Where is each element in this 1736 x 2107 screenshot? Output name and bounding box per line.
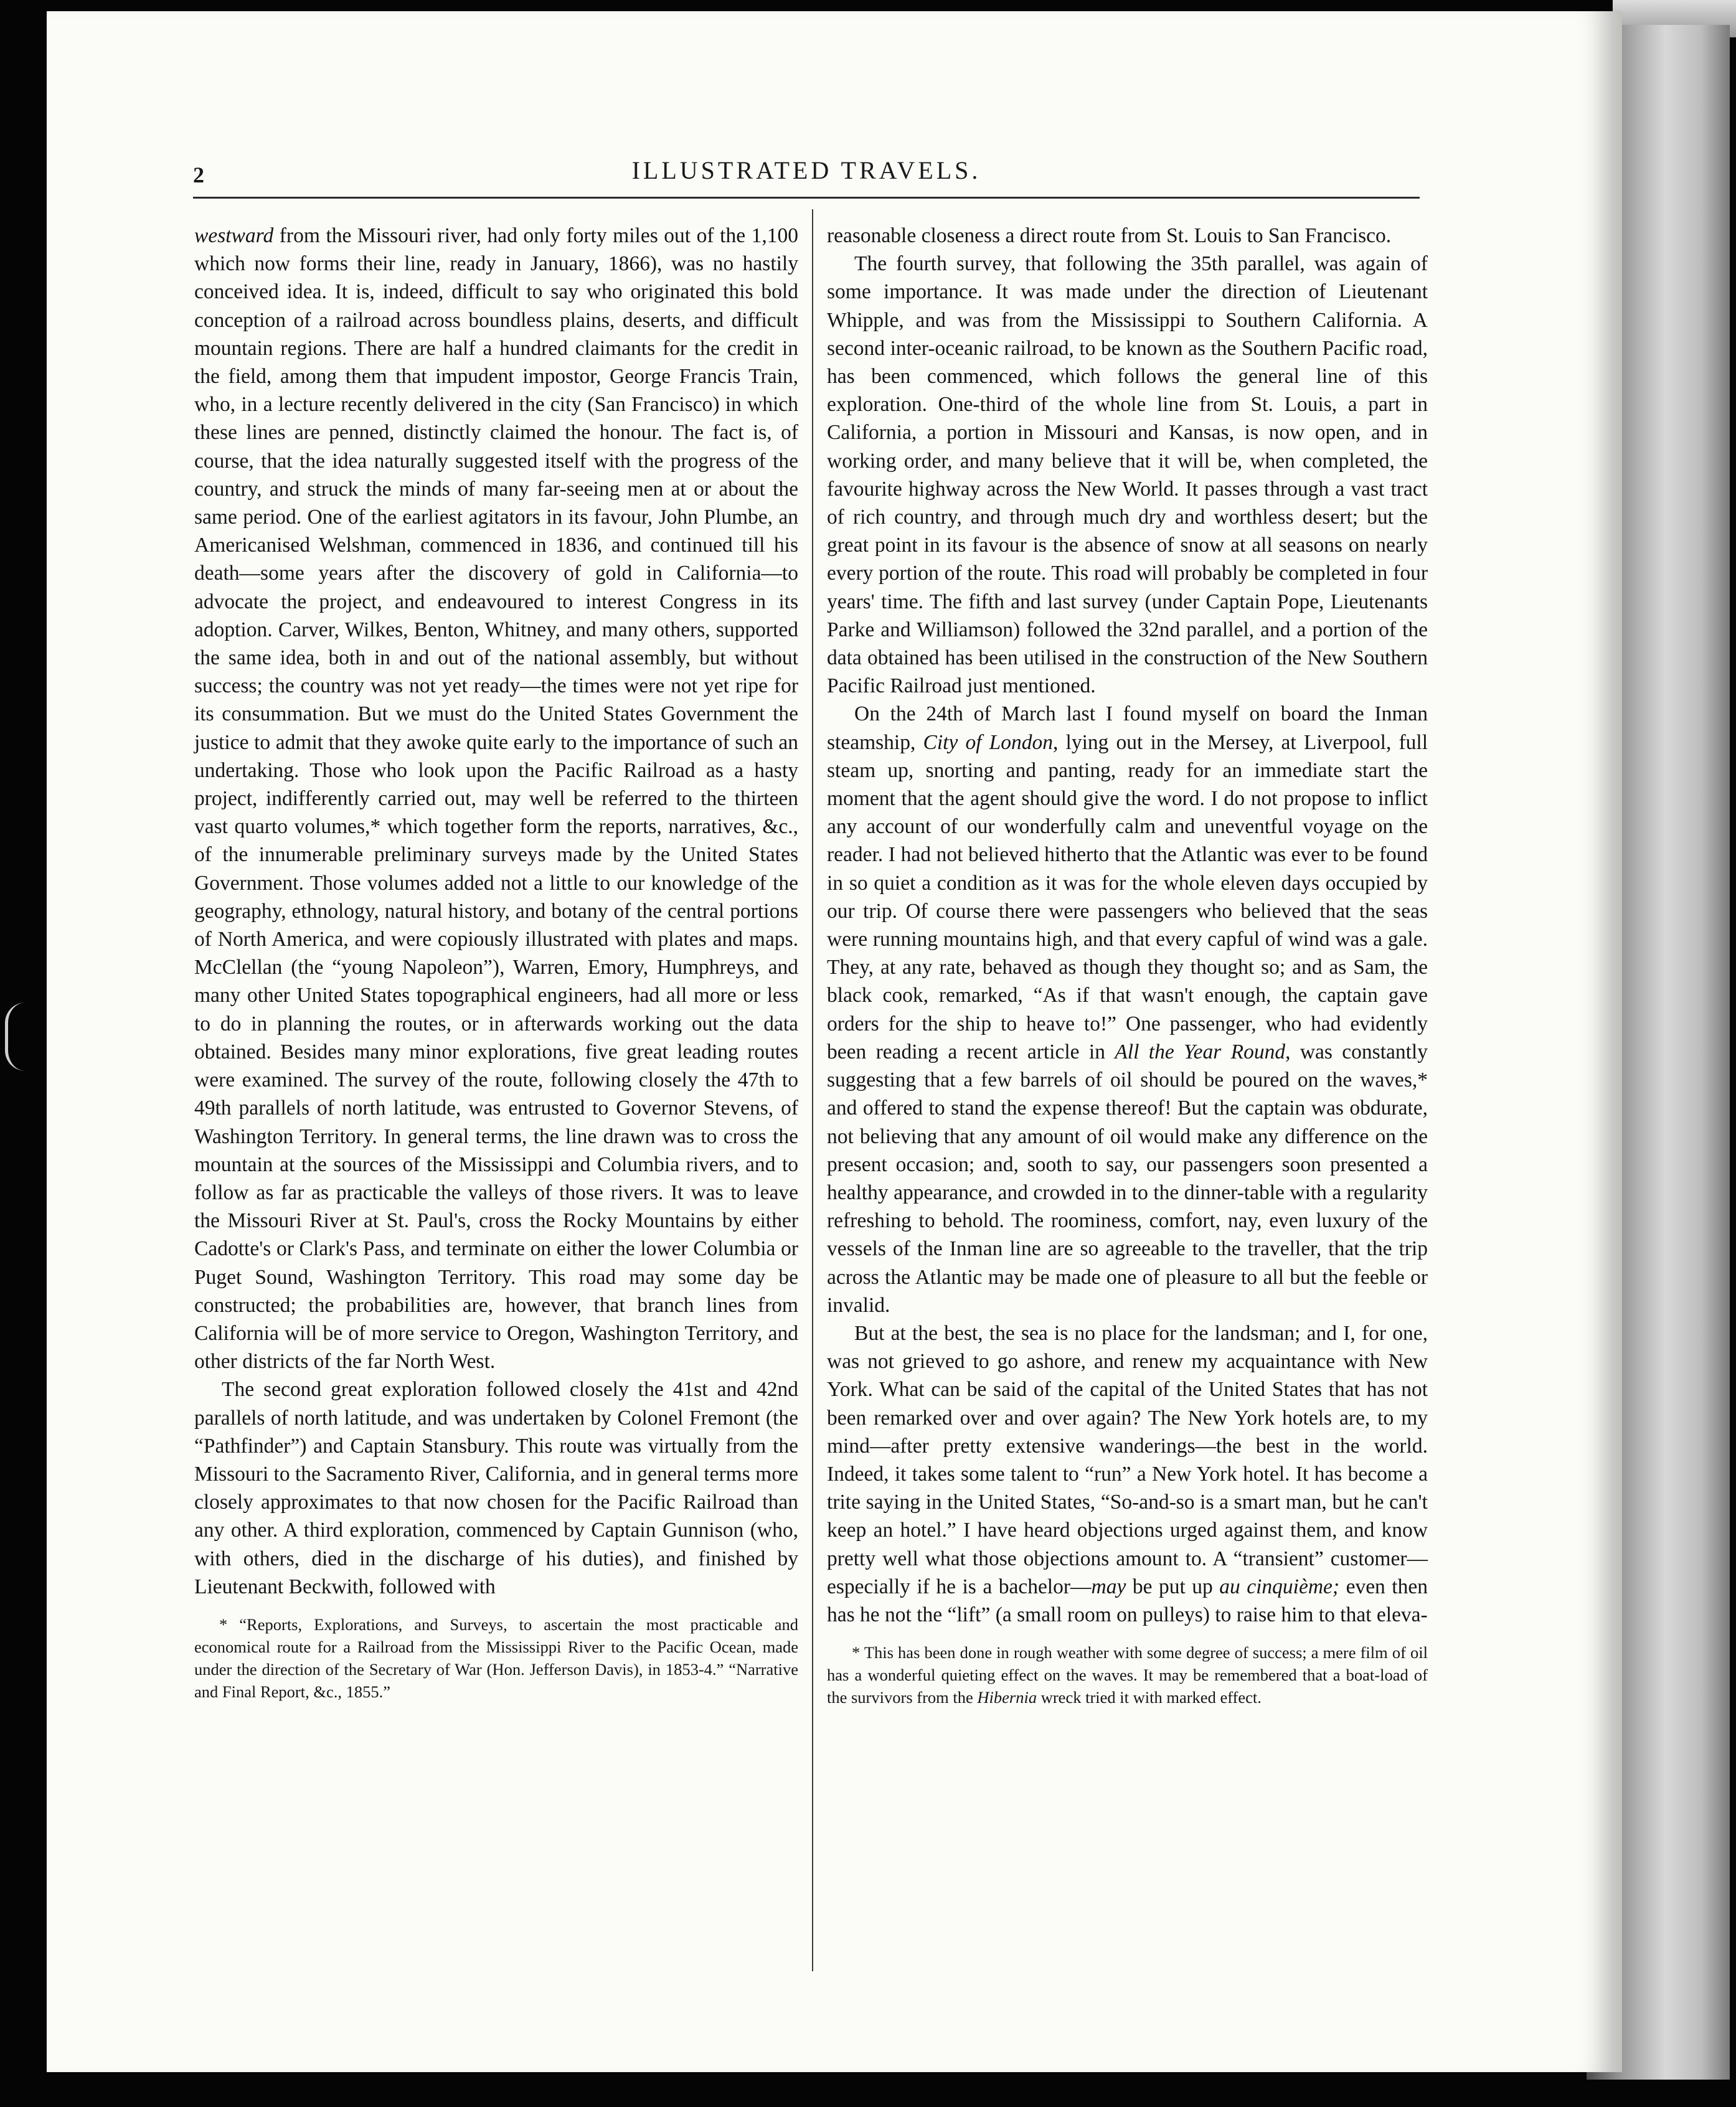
paragraph-text: be put up: [1126, 1575, 1220, 1598]
paragraph: [827, 700, 1428, 1319]
header-rule: [193, 197, 1420, 199]
italic-lead-word: westward: [194, 224, 274, 247]
footnote-block: [194, 1613, 798, 1703]
right-column: [827, 222, 1428, 1709]
running-title: ILLUSTRATED TRAVELS.: [631, 156, 981, 184]
footnote-block: [827, 1641, 1428, 1709]
footnote-text: wreck tried it with marked effect.: [1037, 1688, 1262, 1707]
paragraph-text: even then has he not the “lift” (a small room on pulleys) to raise him to that eleva-: [827, 1575, 1428, 1626]
magazine-title: All the Year Round: [1115, 1040, 1286, 1063]
column-divider: [812, 209, 813, 1971]
paragraph: [827, 1319, 1428, 1629]
footnote: [827, 1641, 1428, 1709]
paragraph-text: , was constantly suggesting that a few barrels of oil should be poured on the waves,* and offered to stand the expense thereof! But the captain was obdurate, not believing that any amount of oil would make any difference on the present occasion; and, sooth to say, our passengers soon presented a healthy appearance, and crowded in to the dinner-table with a regularity refreshing to behold. The roominess, comfort, nay, even luxury of the vessels of the Inman line are so agreeable to the traveller, that the trip across the Atlantic may be made one of pleasure to all but the feeble or invalid.: [827, 1040, 1428, 1317]
paragraph-text: from the Missouri river, had only forty miles out of the 1,100 which now forms their line, ready in January, 1866), was no hastily conceived idea. It is, indeed, difficult to say who originated this bold conception of a railroad across boundless plains, deserts, and difficult mountain regions. There are half a hundred claimants for the credit in the field, among them that impudent impostor, George Francis Train, who, in a lecture recently delivered in the city (San Francisco) in which these lines are penned, distinctly claimed the honour. The fact is, of course, that the idea naturally suggested itself with the progress of the country, and struck the minds of many far-seeing men at or about the same period. One of the earliest agitators in its favour, John Plumbe, an Americanised Welshman, commenced in 1836, and continued till his death—some years after the discovery of gold in California—to advocate the project, and endeavoured to interest Congress in its adoption. Carver, Wilkes, Benton, Whitney, and many others, supported the same idea, both in and out of the national assembly, but without success; the country was not yet ready—the times were not yet ripe for its consummation. But we must do the United States Government the justice to admit that they awoke quite early to the importance of such an undertaking. Those who look upon the Pacific Railroad as a hasty project, indifferently carried out, may well be referred to the thirteen vast quarto volumes,* which together form the reports, narratives, &c., of the innumerable preliminary surveys made by the United States Government. Those volumes added not a little to our knowledge of the geography, ethnology, natural history, and botany of the central portions of North America, and were copiously illustrated with plates and maps. McClellan (the “young Napoleon”), Warren, Emory, Humphreys, and many other United States topographical engineers, had all more or less to do in planning the routes, or in afterwards working out the data obtained. Besides many minor explorations, five great leading routes were examined. The survey of the route, following closely the 47th to 49th parallels of north latitude, was entrusted to Governor Stevens, of Washington Territory. In general terms, the line drawn was to cross the mountain at the sources of the Mississippi and Columbia rivers, and to follow as far as practicable the valleys of those rivers. It was to leave the Missouri River at St. Paul's, cross the Rocky Mountains by either Cadotte's or Clark's Pass, and terminate on either the lower Columbia or Puget Sound, Washington Territory. This road may some day be constructed; the probabilities are, however, that branch lines from California will be of more service to Oregon, Washington Territory, and other districts of the far North West.: [194, 224, 798, 1374]
emphasis: may: [1091, 1575, 1126, 1598]
paragraph-text: On the 24th of March last I found myself on board the Inman steamship,: [827, 702, 1428, 754]
left-column: [194, 222, 798, 1703]
ship-name: City of London: [923, 730, 1054, 754]
footnote-text: * This has been done in rough weather with some degree of success; a mere film of oil has a wonderful quieting effect on the waves. It may be remembered that a boat-load of the survivors from the: [827, 1643, 1428, 1707]
paragraph-text: , lying out in the Mersey, at Liverpool, full steam up, snorting and panting, ready for an immediate start the moment that the agent should give the word. I do not propose to inflict any account of our wonderfully calm and uneventful voyage on the reader. I had not believed hitherto that the Atlantic was ever to be found in so quiet a condition as it was for the whole eleven days occupied by our trip. Of course there were passengers who believed that the seas were running mountains high, and that every capful of wind was a gale. They, at any rate, behaved as though they thought so; and as Sam, the black cook, remarked, “As if that wasn't enough, the captain gave orders for the ship to heave to!” One passenger, who had evidently been reading a recent article in: [827, 730, 1428, 1063]
paragraph: reasonable closeness a direct route from St. Louis to San Francisco.: [827, 224, 1392, 247]
paragraph: [194, 222, 798, 1375]
french-phrase: au cinquième;: [1219, 1575, 1340, 1598]
footnote: * “Reports, Explorations, and Surveys, to ascertain the most practicable and economical route for a Railroad from the Mississippi River to the Pacific Ocean, made under the direction of the Secretary of War (Hon. Jefferson Davis), in 1853-4.” “Narrative and Final Report, &c., 1855.”: [194, 1614, 798, 1701]
paragraph: The fourth survey, that following the 35th parallel, was again of some importance. It was made under the direction of Lieutenant Whipple, and was from the Mississippi to Southern California. A second inter-oceanic railroad, to be known as the Southern Pacific road, has been commenced, which follows the general line of this exploration. One-third of the whole line from St. Louis, a part in California, a portion in Missouri and Kansas, is now open, and in working order, and many believe that it will be, when completed, the favourite highway across the New World. It passes through a vast tract of rich country, and through much dry and worthless desert; but the great point in its favour is the absence of snow at all seasons on nearly every portion of the route. This road will probably be completed in four years' time. The fifth and last survey (under Captain Pope, Lieutenants Parke and Williamson) followed the 32nd parallel, and a portion of the data obtained has been utilised in the construction of the New Southern Pacific Railroad just mentioned.: [827, 252, 1428, 698]
running-head: [193, 149, 1420, 193]
page-number: 2: [193, 163, 204, 187]
paragraph: The second great exploration followed closely the 41st and 42nd parallels of north latitude, and was undertaken by Colonel Fremont (the “Pathfinder”) and Captain Stansbury. This route was virtually from the Missouri to the Sacramento River, California, and in general terms more closely approximates to that now chosen for the Pacific Railroad than any other. A third exploration, commenced by Captain Gunnison (who, with others, died in the discharge of his duties), and finished by Lieutenant Beckwith, followed with: [194, 1378, 798, 1598]
ship-name: Hibernia: [977, 1688, 1037, 1707]
paragraph-text: But at the best, the sea is no place for the landsman; and I, for one, was not grieved to go ashore, and renew my acquaintance with New York. What can be said of the capital of the United States that has not been remarked over and over again? The New York hotels are, to my mind—after pretty extensive wanderings—the best in the world. Indeed, it takes some talent to “run” a New York hotel. It has become a trite saying in the United States, “So-and-so is a smart man, but he can't keep an hotel.” I have heard objections urged against them, and know pretty well what those objections amount to. A “transient” customer—especially if he is a bachelor—: [827, 1321, 1428, 1598]
binding-mark: [5, 1002, 26, 1071]
